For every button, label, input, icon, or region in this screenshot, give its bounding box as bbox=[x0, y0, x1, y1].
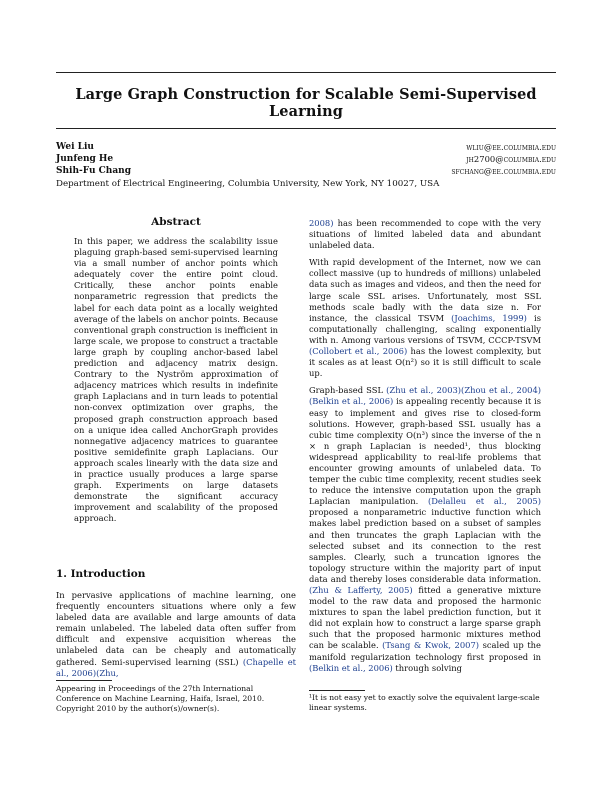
paragraph-text: proposed a nonparametric inductive function which makes label prediction based on a subset of samples and then truncates the graph Laplacian with the selected subset and its connection to the rest samples. Clearly, such a truncation ignores the topology structure within the majority part of input data and thereby loses considerable data information. bbox=[309, 507, 541, 584]
citation-link[interactable]: (Zhu et al., 2003)(Zhou et al., 2004) (Belkin et al., 2006) bbox=[309, 385, 542, 407]
paragraph-text: has been recommended to cope with the very situations of limited labeled data and abundant unlabeled data. bbox=[309, 218, 541, 251]
footnote-proceedings: Appearing in Proceedings of the 27th International Conference on Machine Learning, Haifa, Israel, 2010. Copyright 2010 by the author(s)/owner(s). bbox=[56, 684, 265, 713]
paragraph-text: Graph-based SSL bbox=[309, 385, 387, 396]
abstract-heading: Abstract bbox=[151, 216, 201, 228]
paragraph bbox=[309, 218, 541, 251]
intro-text: In pervasive applications of machine learning, one frequently encounters situations where only a few labeled data are available and large amounts of data remain unlabeled. The labeled data often suffer from difficult and expensive acquisition whereas the unlabeled data can be cheaply and automatically gathered. Semi-supervised learning (SSL) bbox=[56, 590, 296, 667]
author-name: Wei Liu bbox=[56, 142, 94, 152]
paragraph-text: is appealing recently because it is easy to implement and gives rise to closed-form solutions. However, graph-based SSL usually has a cubic time complexity O(n³) since the inverse of the n × n graph Laplacian is needed¹, thus blocking widespread applicability to real-life problems that encounter growing amounts of unlabeled data. To temper the cubic time complexity, recent studies seek to reduce the intensive computation upon the graph Laplacian manipulation. bbox=[309, 396, 541, 507]
abstract-text: In this paper, we address the scalability issue plaguing graph-based semi-supervised learning via a small number of anchor points which adequately cover the entire point cloud. Critically, these anchor points enable nonparametric regression that predicts the label for each data point as a locally weighted average of the labels on anchor points. Because conventional graph construction is inefficient in large scale, we propose to construct a tractable large graph by coupling anchor-based label prediction and adjacency matrix design. Contrary to the Nyström approximation of adjacency matrices which results in indefinite graph Laplacians and in turn leads to potential non-convex optimization over graphs, the proposed graph construction approach based on a unique idea called AnchorGraph provides nonnegative adjacency matrices to guarantee positive semidefinite graph Laplacians. Our approach scales linearly with the data size and in practice usually produces a large sparse graph. Experiments on large datasets demonstrate the significant accuracy improvement and scalability of the proposed approach. bbox=[74, 236, 278, 524]
paper-title: Large Graph Construction for Scalable Semi-Supervised Learning bbox=[75, 86, 537, 120]
paragraph-text: With rapid development of the Internet, now we can collect massive (up to hundreds of millions) unlabeled data such as images and videos, and then the need for large scale SSL arises. Unfortunately, most SSL methods scale badly with the data size n. For instance, the classical TSVM bbox=[309, 257, 541, 323]
citation-link[interactable]: (Joachims, 1999) bbox=[451, 312, 527, 323]
footnote-1: ¹It is not easy yet to exactly solve the equivalent large-scale linear systems. bbox=[309, 693, 540, 712]
title-rule-bottom bbox=[56, 128, 556, 129]
author-email[interactable]: wliu@ee.columbia.edu bbox=[466, 142, 556, 152]
citation-link[interactable]: (Collobert et al., 2006) bbox=[309, 346, 408, 357]
author-email[interactable]: jh2700@columbia.edu bbox=[466, 154, 556, 164]
citation-link[interactable]: (Zhu & Lafferty, 2005) bbox=[309, 585, 413, 595]
title-rule-top bbox=[56, 72, 556, 73]
citation-link[interactable]: (Belkin et al., 2006) bbox=[309, 662, 393, 673]
footnote-rule bbox=[309, 690, 365, 691]
affiliation: Department of Electrical Engineering, Columbia University, New York, NY 10027, USA bbox=[56, 179, 440, 189]
paragraph-text: scaled up the manifold regularization technology first proposed in bbox=[309, 640, 541, 662]
paragraph-text: is computationally challenging, scaling exponentially with n. Among various versions of TSVM, CCCP-TSVM bbox=[309, 312, 542, 345]
intro-paragraph bbox=[56, 590, 296, 679]
author-name: Shih-Fu Chang bbox=[56, 166, 132, 176]
citation-link[interactable]: (Delalleu et al., 2005) bbox=[427, 496, 541, 507]
citation-link[interactable]: (Chapelle et al., 2006)(Zhu, bbox=[56, 656, 297, 678]
paragraph-text: has the lowest complexity, but it scales as at least O(n²) so it is still difficult to scale up. bbox=[309, 346, 542, 379]
author-name: Junfeng He bbox=[56, 154, 114, 164]
paragraph bbox=[309, 257, 541, 379]
footnote-rule bbox=[56, 680, 112, 681]
citation-link[interactable]: (Tsang & Kwok, 2007) bbox=[382, 640, 480, 651]
paragraph-text: through solving bbox=[392, 662, 462, 673]
section-heading-introduction: 1. Introduction bbox=[56, 568, 146, 580]
author-email[interactable]: sfchang@ee.columbia.edu bbox=[451, 166, 556, 176]
citation-link[interactable]: 2008) bbox=[309, 218, 334, 228]
paragraph-text: fitted a generative mixture model to the raw data and proposed the harmonic mixtures to span the label prediction function, but it did not explain how to construct a large sparse graph such that the proposed harmonic mixtures method can be scalable. bbox=[309, 585, 541, 651]
paragraph bbox=[309, 385, 541, 673]
introduction-body bbox=[56, 590, 296, 679]
right-column bbox=[309, 218, 541, 680]
